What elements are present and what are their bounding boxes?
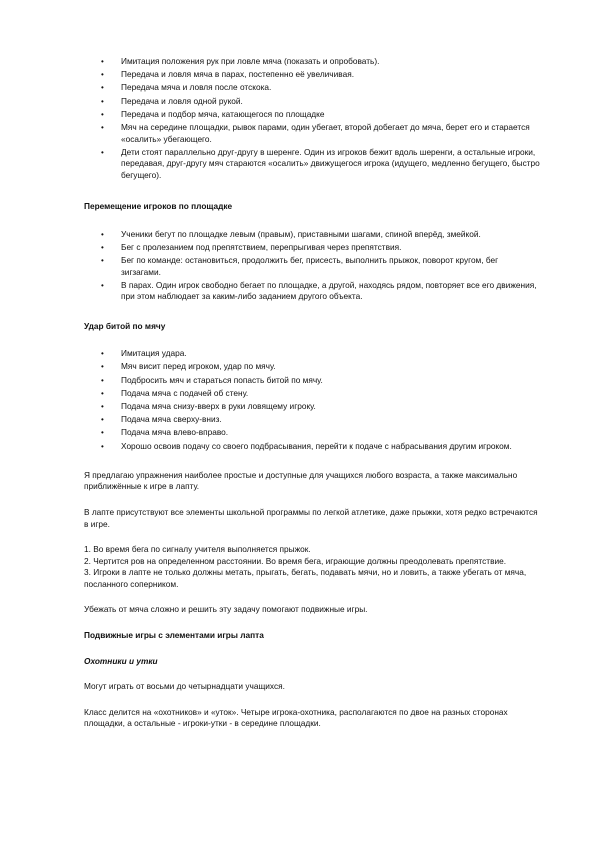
bullet-icon: •	[101, 441, 104, 451]
bullet-icon: •	[101, 242, 104, 252]
list-item: • Передача и ловля одной рукой.	[101, 95, 243, 106]
list-item: • Мяч на середине площадки, рывок парами, один убегает, второй добегает до мяча, берет его и старается «осалить» убегающего.	[101, 121, 530, 144]
paragraph: Могут играть от восьми до четырнадцати учащихся.	[84, 681, 285, 692]
list-item: • Имитация удара.	[101, 348, 187, 359]
list-item: • В парах. Один игрок свободно бегает по площадке, а другой, находясь рядом, повторяет все его движения, при этом наблюдает за каким-либо заданием другого объекта.	[101, 279, 537, 302]
bullet-icon: •	[101, 229, 104, 239]
bullet-icon: •	[101, 57, 104, 66]
paragraph: В лапте присутствуют все элементы школьной программы по легкой атлетике, даже прыжки, хотя редко встречаются в игре.	[84, 506, 538, 529]
list-item: • Подбросить мяч и стараться попасть битой по мячу.	[101, 374, 323, 385]
bullet-icon: •	[101, 428, 104, 438]
list-item: • Передача и ловля мяча в парах, постепенно её увеличивая.	[101, 69, 354, 80]
bullet-icon: •	[101, 349, 104, 359]
bullet-icon: •	[101, 401, 104, 411]
document-content	[84, 56, 540, 730]
paragraph: Я предлагаю упражнения наиболее простые и доступные для учащихся любого возраста, а также максимально приближённые к игре в лапту.	[84, 469, 518, 492]
bat-strike-list	[84, 348, 540, 452]
list-item: • Бег с пролезанием под препятствием, перепрыгивая через препятствия.	[101, 241, 402, 252]
list-item: • Бег по команде: остановиться, продолжить бег, присесть, выполнить прыжок, поворот кругом, бег зигзагами.	[101, 255, 499, 277]
section-heading-outdoor-games: Подвижные игры с элементами игры лапта	[84, 630, 264, 641]
list-item: • Дети стоят параллельно друг-другу в шеренге. Один из игроков бежит вдоль шеренги, а остальные игроки, передавая, друг-другу мяч стараются «осалить» движущегося игрока (идущего, медленно бегущего, быстро бегущего).	[101, 146, 540, 180]
bullet-icon: •	[101, 256, 104, 266]
paragraph: Убежать от мяча сложно и решить эту задачу помогают подвижные игры.	[84, 604, 368, 615]
bullet-icon: •	[101, 375, 104, 385]
movement-list	[84, 229, 540, 303]
section-heading-bat-strike: Удар битой по мячу	[84, 320, 166, 331]
bullet-icon: •	[101, 109, 104, 119]
bullet-icon: •	[101, 388, 104, 398]
list-item: • Подача мяча сверху-вниз.	[101, 414, 222, 425]
list-item: • Передача и подбор мяча, катающегося по площадке	[101, 108, 325, 119]
bullet-icon: •	[101, 147, 104, 157]
section-heading-movement: Перемещение игроков по площадке	[84, 201, 233, 212]
paragraph: Класс делится на «охотников» и «уток». Четыре игрока-охотника, располагаются по двое на разных сторонах площадки, а остальные - игроки-утки - в середине площадки.	[84, 706, 508, 729]
list-item: • Подача мяча с подачей об стену.	[101, 387, 249, 398]
bullet-icon: •	[101, 280, 104, 290]
list-item: • Имитация положения рук при ловле мяча (показать и опробовать).	[101, 56, 380, 66]
bullet-icon: •	[101, 83, 104, 93]
bullet-icon: •	[101, 70, 104, 80]
list-item: • Мяч висит перед игроком, удар по мячу.	[101, 361, 276, 372]
numbered-item: 1. Во время бега по сигналу учителя выполняется прыжок.	[84, 544, 311, 555]
bullet-icon: •	[101, 415, 104, 425]
list-item: • Подача мяча влево-вправо.	[101, 427, 229, 438]
bullet-icon: •	[101, 96, 104, 106]
bullet-icon: •	[101, 122, 104, 132]
ball-catching-list	[84, 56, 540, 182]
game-title: Охотники и утки	[84, 655, 158, 666]
list-item: • Ученики бегут по площадке левым (правым), приставными шагами, спиной вперёд, змейкой.	[101, 228, 481, 239]
list-item: • Подача мяча снизу-вверх в руки ловящему игроку.	[101, 400, 316, 411]
numbered-item: 3. Игроки в лапте не только должны метать, прыгать, бегать, подавать мячи, но и ловить, а также убегать от мяча, посланного соперником.	[84, 567, 527, 589]
list-item: • Хорошо освоив подачу со своего подбрасывания, перейти к подаче с набрасывания другим игроком.	[101, 440, 512, 451]
list-item: • Передача мяча и ловля после отскока.	[101, 82, 272, 93]
numbered-item: 2. Чертится ров на определенном расстоянии. Во время бега, играющие должны преодолевать препятствие.	[84, 555, 507, 566]
bullet-icon: •	[101, 362, 104, 372]
